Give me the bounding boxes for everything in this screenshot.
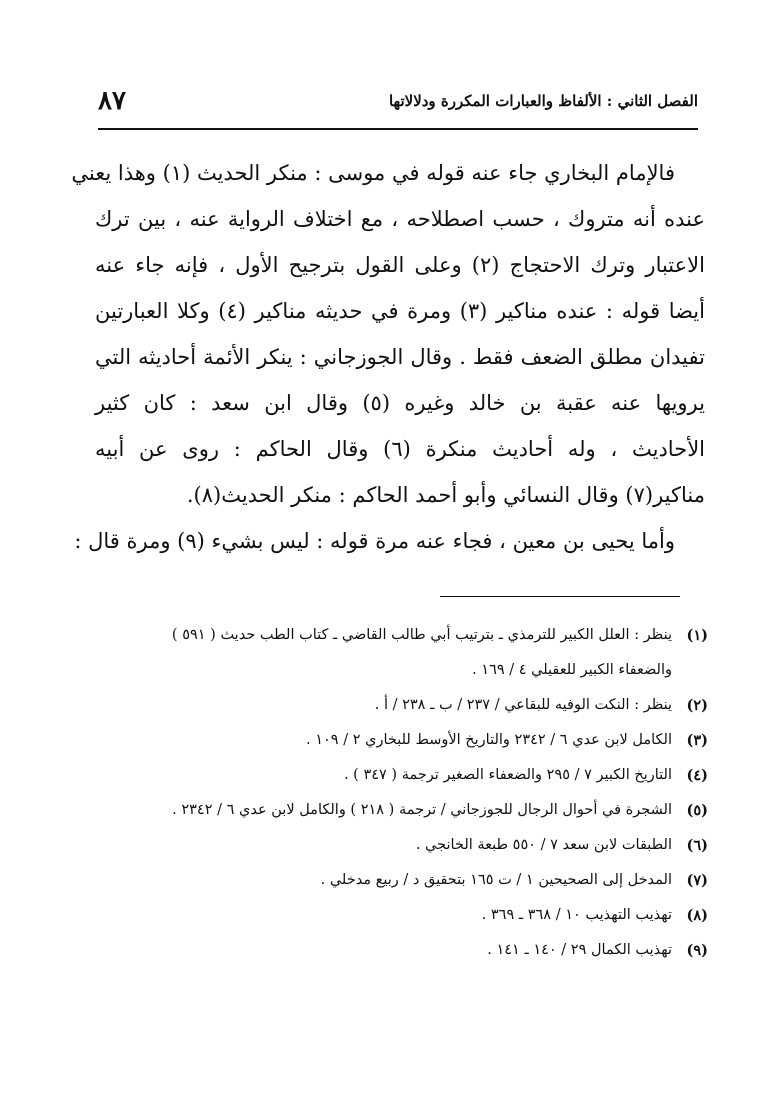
footnote-text: المدخل إلى الصحيحين ١ / ت ١٦٥ بتحقيق د / ربيع مدخلي . [320, 872, 672, 888]
footnote-text: الكامل لابن عدي ٦ / ٢٣٤٢ والتاريخ الأوسط للبخاري ٢ / ١٠٩ . [306, 732, 672, 748]
text-line: فالإمام البخاري جاء عنه قوله في موسى : منكر الحديث (١) وهذا يعني [71, 161, 675, 185]
text-line: وأما يحيى بن معين ، فجاء عنه مرة قوله : ليس بشيء (٩) ومرة قال : [74, 529, 675, 553]
footnote-number: (٣) [686, 732, 708, 749]
footnote [80, 898, 708, 933]
footnote-separator [440, 596, 680, 597]
footnote [80, 933, 708, 968]
footnote-number: (٩) [686, 942, 708, 959]
footnote-continuation: والضعفاء الكبير للعقيلي ٤ / ١٦٩ . [472, 662, 672, 678]
page-header [98, 78, 698, 130]
text-line: عنده أنه متروك ، حسب اصطلاحه ، مع اختلاف الرواية عنه ، بين ترك [95, 207, 705, 231]
footnote [80, 758, 708, 793]
footnote-text: تهذيب التهذيب ١٠ / ٣٦٨ ـ ٣٦٩ . [481, 907, 672, 923]
text-line: تفيدان مطلق الضعف فقط . وقال الجوزجاني : ينكر الأئمة أحاديثه التي [95, 345, 705, 369]
footnote [80, 723, 708, 758]
footnote [80, 688, 708, 723]
footnote-text: تهذيب الكمال ٢٩ / ١٤٠ ـ ١٤١ . [487, 942, 672, 958]
footnote [80, 828, 708, 863]
text-line: يرويها عنه عقبة بن خالد وغيره (٥) وقال ابن سعد : كان كثير [95, 391, 705, 415]
footnote [80, 793, 708, 828]
footnote-text: الطبقات لابن سعد ٧ / ٥٥٠ طبعة الخانجي . [415, 837, 672, 853]
footnote-number: (٤) [686, 767, 708, 784]
page-number: ٨٧ [98, 86, 126, 116]
footnote-text: ينظر : النكت الوفيه للبقاعي / ٢٣٧ / ب ـ ٢٣٨ / أ . [374, 697, 672, 713]
footnote-text: الشجرة في أحوال الرجال للجوزجاني / ترجمة ( ٢١٨ ) والكامل لابن عدي ٦ / ٢٣٤٢ . [172, 802, 672, 818]
footnote-number: (١) [686, 627, 708, 644]
running-head: الفصل الثاني : الألفاظ والعبارات المكررة ودلالاتها [388, 92, 698, 110]
footnote-number: (٥) [686, 802, 708, 819]
text-line: الأحاديث ، وله أحاديث منكرة (٦) وقال الحاكم : روى عن أبيه [95, 437, 706, 461]
footnote-text: التاريخ الكبير ٧ / ٢٩٥ والضعفاء الصغير ترجمة ( ٣٤٧ ) . [343, 767, 672, 783]
footnote-number: (٢) [686, 697, 708, 714]
footnote-text: ينظر : العلل الكبير للترمذي ـ بترتيب أبي طالب القاضي ـ كتاب الطب حديث ( ٥٩١ ) [171, 627, 672, 643]
footnote-number: (٧) [686, 872, 708, 889]
text-line: الاعتبار وترك الاحتجاج (٢) وعلى القول بترجيح الأول ، فإنه جاء عنه [95, 253, 705, 277]
main-text [71, 150, 706, 564]
footnote-number: (٨) [686, 907, 708, 924]
footnote [80, 618, 708, 653]
text-line: أيضا قوله : عنده مناكير (٣) ومرة في حديثه مناكير (٤) وكلا العبارتين [95, 299, 705, 323]
footnotes [80, 618, 708, 968]
text-line: مناكير(٧) وقال النسائي وأبو أحمد الحاكم : منكر الحديث(٨). [186, 483, 705, 507]
footnote [80, 863, 708, 898]
footnote-number: (٦) [686, 837, 708, 854]
